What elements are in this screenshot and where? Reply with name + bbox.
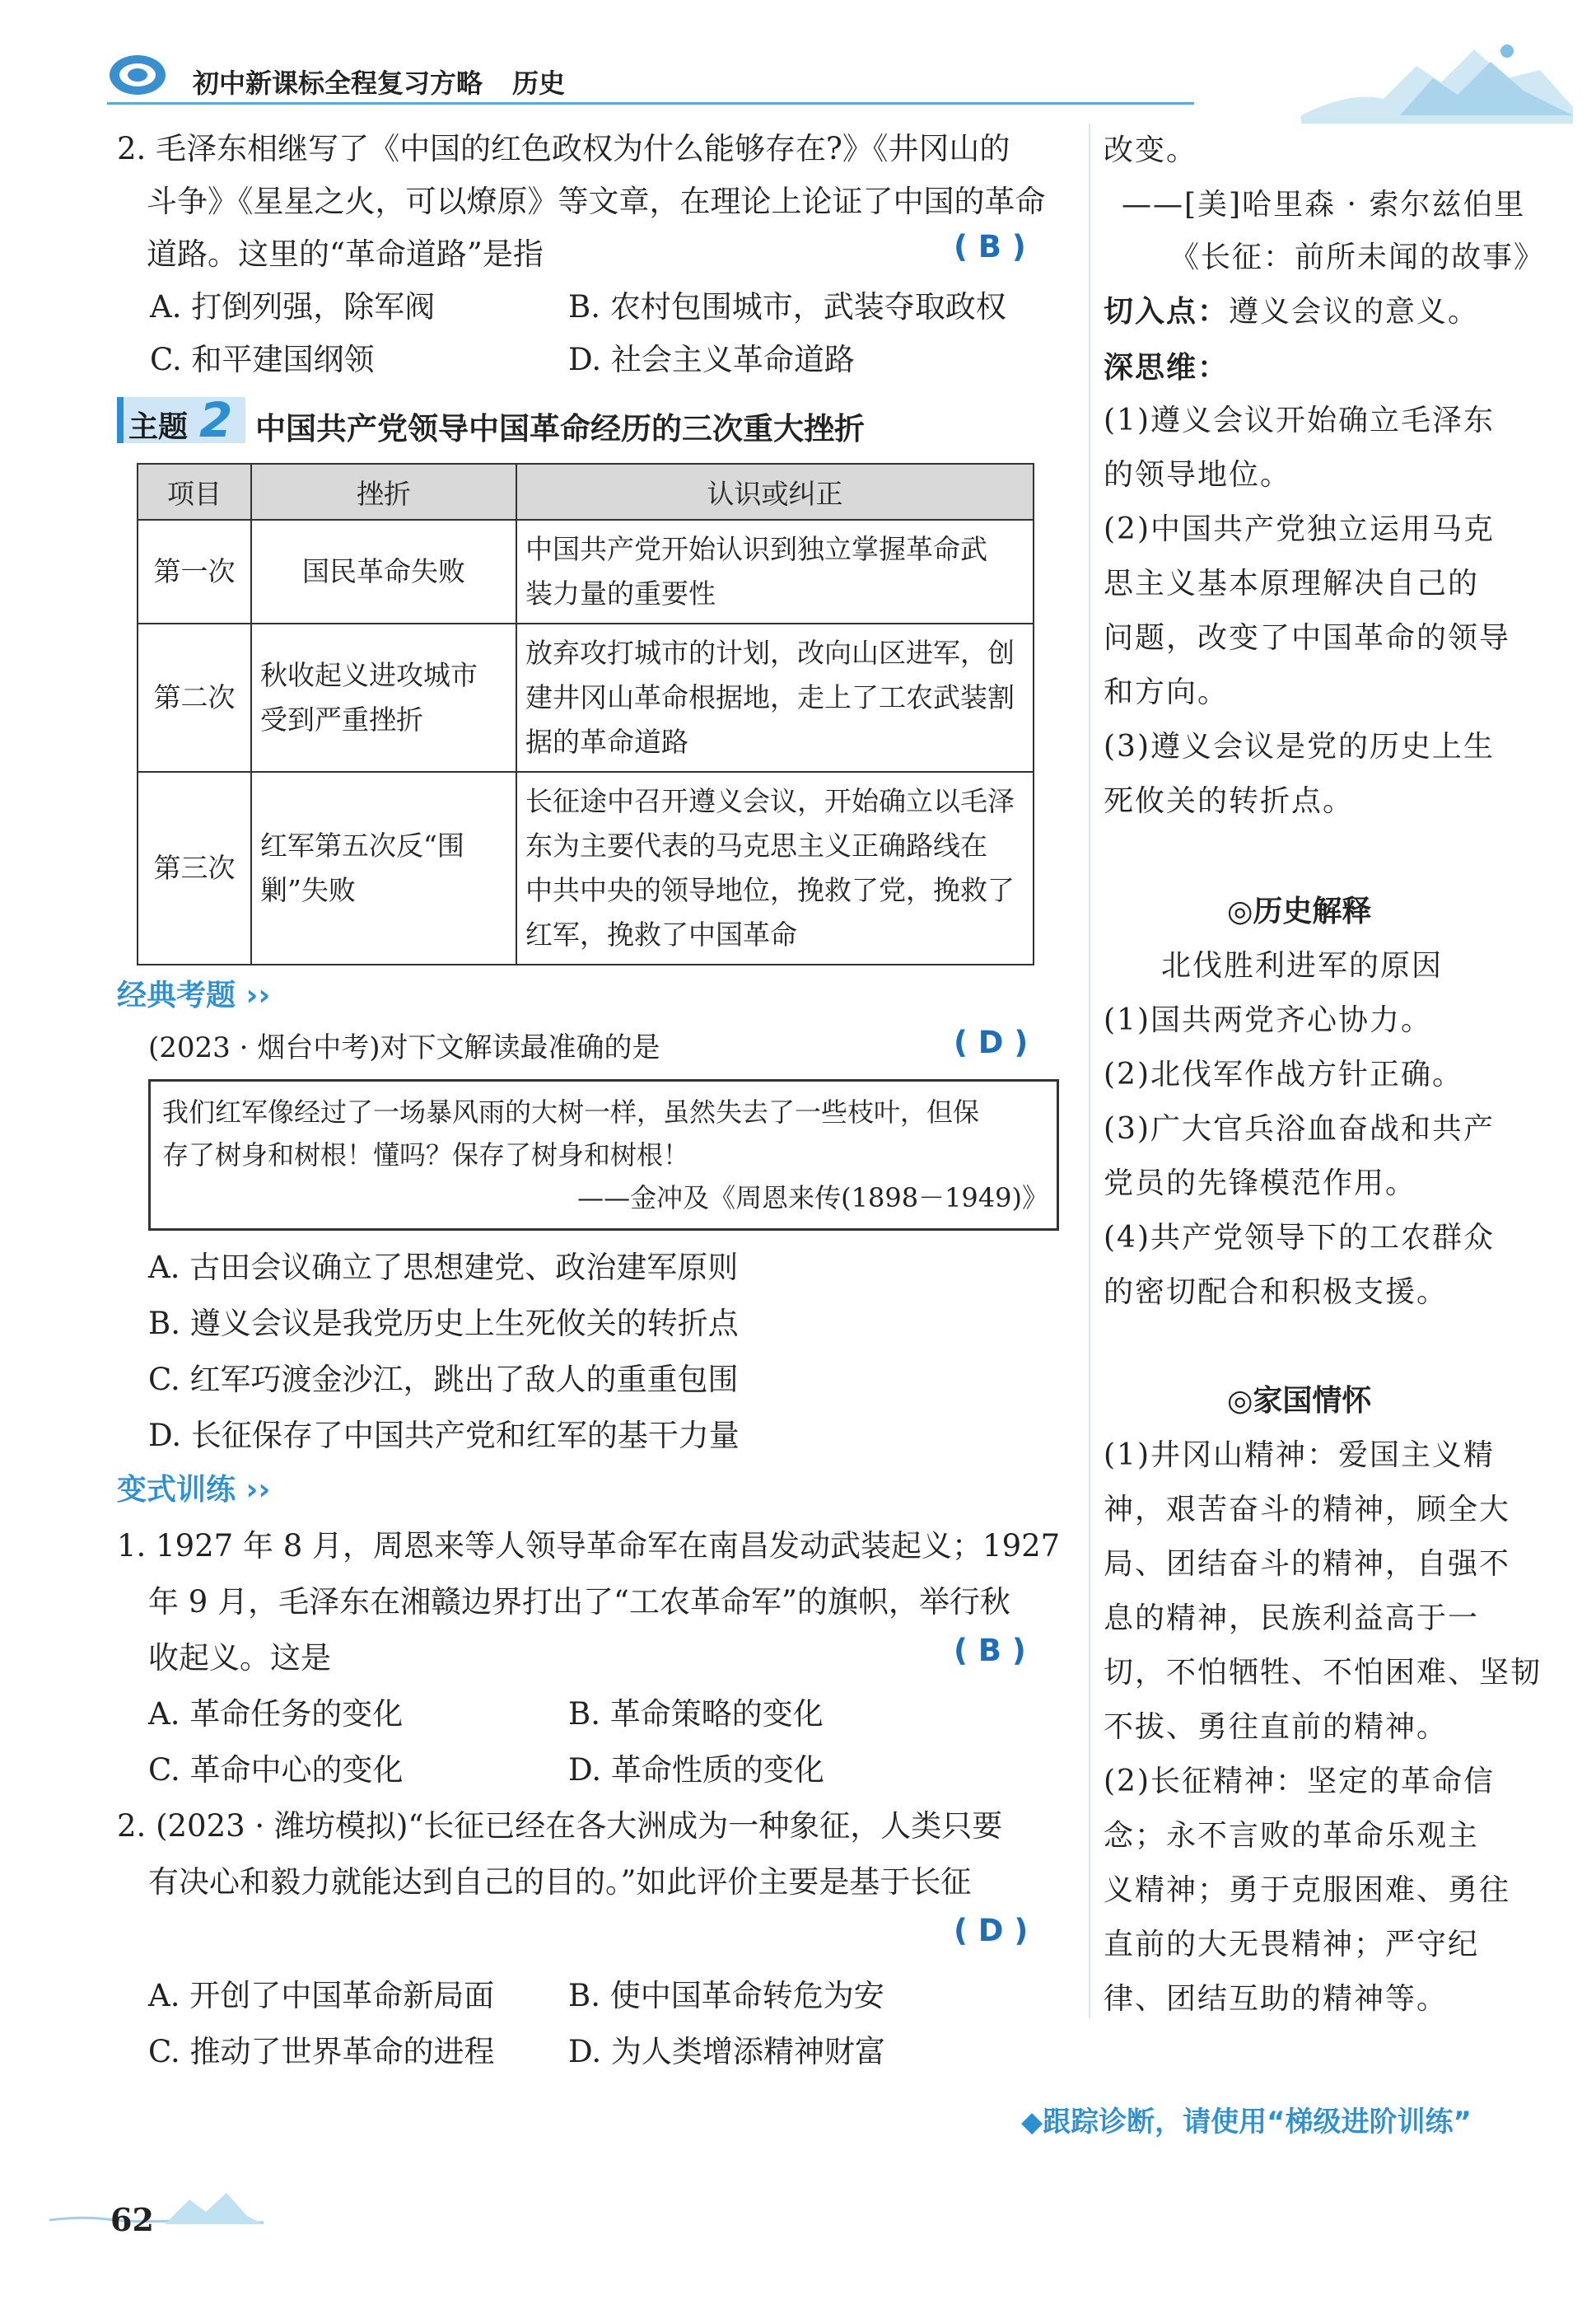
variant-q1-answer: ( B ) (954, 1633, 1026, 1668)
lesson-line: 中国共产党开始认识到独立掌握革命武 (525, 533, 987, 565)
classic-option-d: D. 长征保存了中国共产党和红军的基干力量 (148, 1418, 740, 1453)
variant-q2-option-d: D. 为人类增添精神财富 (568, 2034, 885, 2069)
classic-option-a: A. 古田会议确立了思想建党、政治建军原则 (148, 1250, 739, 1285)
q2-line-1: 2. 毛泽东相继写了《中国的红色政权为什么能够存在?》《井冈山的 (117, 131, 1010, 166)
history-line-1: (1)国共两党齐心协力。 (1104, 1003, 1432, 1037)
book-logo-icon (107, 53, 168, 97)
lesson-line: 据的革命道路 (525, 726, 688, 758)
quote-line-2: 存了树身和树根！懂吗？保存了树身和树根！ (162, 1139, 690, 1171)
home-line-2: 神，艰苦奋斗的精神，顾全大 (1104, 1493, 1511, 1526)
home-line-1: (1)井冈山精神：爱国主义精 (1104, 1438, 1495, 1472)
deep-line-8: 死攸关的转折点。 (1104, 784, 1355, 818)
q2-answer: ( B ) (954, 229, 1026, 264)
table-header-setback: 挫折 (251, 464, 516, 520)
deep-line-1: (1)遵义会议开始确立毛泽东 (1104, 404, 1495, 437)
deep-label: 深思维： (1104, 351, 1230, 385)
variant-heading (117, 1466, 270, 1508)
variant-q1-line-2: 年 9 月，毛泽东在湘赣边界打出了“工农革命军”的旗帜，举行秋 (148, 1584, 1010, 1620)
lesson-line: 长征途中召开遵义会议，开始确立以毛泽 (525, 785, 1015, 817)
lesson-line: 建井冈山革命根据地，走上了工农武装割 (525, 681, 1015, 713)
variant-q2-option-c: C. 推动了世界革命的进程 (148, 2034, 495, 2069)
variant-q1-option-b: B. 革命策略的变化 (568, 1696, 824, 1732)
classic-stem: (2023 · 烟台中考)对下文解读最准确的是 (148, 1031, 660, 1064)
table-cell-item: 第三次 (138, 772, 251, 965)
table-cell-lesson (516, 520, 1034, 624)
variant-q1-option-a: A. 革命任务的变化 (148, 1696, 404, 1732)
table-cell-lesson (516, 772, 1034, 965)
deep-line-5: 问题，改变了中国革命的领导 (1104, 621, 1511, 655)
footer-tip: ◆跟踪诊断，请使用“梯级进阶训练” (1021, 2106, 1472, 2139)
page-number: 62 (110, 2201, 154, 2238)
classic-option-c: C. 红军巧渡金沙江，跳出了敌人的重重包围 (148, 1362, 739, 1397)
variant-q2-answer: ( D ) (954, 1913, 1029, 1948)
q2-line-3: 道路。这里的“革命道路”是指 (147, 236, 544, 272)
quote-box (148, 1079, 1059, 1231)
home-line-3: 局、团结奋斗的精神，自强不 (1104, 1547, 1511, 1581)
lesson-line: 红军，挽救了中国革命 (525, 919, 797, 951)
history-line-5: (4)共产党领导下的工农群众 (1104, 1221, 1495, 1255)
history-heading: ◎历史解释 (1227, 894, 1372, 928)
table-cell-setback (251, 624, 516, 772)
home-line-8: 念；永不言败的革命乐观主 (1104, 1819, 1480, 1853)
history-line-3: (3)广大官兵浴血奋战和共产 (1104, 1112, 1495, 1146)
home-line-4: 息的精神，民族利益高于一 (1104, 1601, 1480, 1635)
home-heading: ◎家国情怀 (1227, 1383, 1372, 1418)
variant-q2-option-a: A. 开创了中国革命新局面 (148, 1978, 495, 2013)
setback-line: 秋收起义进攻城市 (260, 659, 478, 691)
table-header-item: 项目 (138, 464, 251, 520)
deep-line-2: 的领导地位。 (1104, 458, 1292, 492)
classic-option-b: B. 遵义会议是我党历史上生死攸关的转折点 (148, 1306, 739, 1341)
q2-option-a: A. 打倒列强，除军阀 (150, 289, 436, 325)
double-chevron-icon: ›› (236, 979, 271, 1012)
topic-title: 中国共产党领导中国革命经历的三次重大挫折 (255, 411, 865, 446)
variant-q2-line-1: 2. (2023 · 潍坊模拟)“长征已经在各大洲成为一种象征，人类只要 (117, 1808, 1003, 1844)
entry-text: 遵义会议的意义。 (1229, 295, 1480, 329)
q2-line-2: 斗争》《星星之火，可以燎原》等文章，在理论上论证了中国的革命 (147, 184, 1046, 219)
home-line-6: 不拔、勇往直前的精神。 (1104, 1710, 1449, 1744)
home-line-7: (2)长征精神：坚定的革命信 (1104, 1765, 1495, 1798)
deep-line-6: 和方向。 (1104, 676, 1230, 709)
deep-line-7: (3)遵义会议是党的历史上生 (1104, 730, 1495, 764)
q2-option-b: B. 农村包围城市，武装夺取政权 (568, 289, 1006, 325)
setback-line: 受到严重挫折 (260, 704, 423, 736)
setback-line: 剿”失败 (260, 874, 356, 906)
variant-q1-option-d: D. 革命性质的变化 (568, 1752, 824, 1788)
table-cell-lesson (516, 624, 1034, 772)
topic-number: 2 (199, 392, 233, 448)
table-cell-item: 第一次 (138, 520, 251, 624)
sidebar-top-line-2: ——[美]哈里森 · 索尔兹伯里 (1122, 188, 1526, 222)
setback-line: 国民革命失败 (302, 555, 465, 587)
setbacks-table (137, 463, 1034, 965)
lesson-line: 装力量的重要性 (525, 577, 716, 610)
table-cell-setback (251, 520, 516, 624)
table-cell-setback (251, 772, 516, 965)
topic-label: 主题 (128, 410, 189, 444)
variant-q1-line-3: 收起义。这是 (148, 1640, 331, 1676)
header-title (193, 63, 565, 101)
table-cell-item: 第二次 (138, 624, 251, 772)
history-subtitle: 北伐胜利进军的原因 (1161, 949, 1444, 983)
lesson-line: 东为主要代表的马克思主义正确路线在 (525, 830, 987, 862)
classic-heading (117, 972, 270, 1014)
variant-q1-option-c: C. 革命中心的变化 (148, 1752, 404, 1788)
entry-label: 切入点： (1104, 295, 1230, 329)
variant-q2-option-b: B. 使中国革命转危为安 (568, 1978, 884, 2013)
mountain-decoration-icon (1301, 33, 1573, 124)
quote-source: ——金冲及《周恩来传(1898－1949)》 (577, 1182, 1048, 1213)
variant-heading-text: 变式训练 (117, 1473, 236, 1507)
quote-line-1: 我们红军像经过了一场暴风雨的大树一样，虽然失去了一些枝叶，但保 (162, 1096, 980, 1128)
sidebar-top-line-3: 《长征：前所未闻的故事》 (1169, 241, 1546, 274)
q2-option-d: D. 社会主义革命道路 (568, 342, 855, 377)
q2-option-c: C. 和平建国纲领 (150, 342, 375, 377)
sidebar-top-line-1: 改变。 (1104, 133, 1198, 167)
lesson-line: 放弃攻打城市的计划，改向山区进军，创 (525, 637, 1015, 669)
home-line-9: 义精神；勇于克服困难、勇往 (1104, 1873, 1511, 1907)
deep-line-3: (2)中国共产党独立运用马克 (1104, 512, 1495, 546)
header-rule (107, 102, 1194, 105)
table-header-lesson: 认识或纠正 (516, 464, 1034, 520)
subject-label: 历史 (512, 68, 566, 99)
double-chevron-icon: ›› (236, 1473, 271, 1507)
table-row (138, 624, 1034, 772)
wave-decoration-icon (49, 2183, 264, 2232)
lesson-line: 中共中央的领导地位，挽救了党，挽救了 (525, 874, 1015, 906)
book-title: 初中新课标全程复习方略 (193, 68, 483, 99)
home-line-5: 切，不怕牺牲、不怕困难、坚韧 (1104, 1656, 1542, 1690)
home-line-10: 直前的大无畏精神；严守纪 (1104, 1928, 1480, 1961)
history-line-6: 的密切配合和积极支援。 (1104, 1275, 1449, 1309)
setback-line: 红军第五次反“围 (260, 830, 464, 862)
history-line-4: 党员的先锋模范作用。 (1104, 1166, 1417, 1200)
topic-heading (117, 392, 1039, 448)
table-row (138, 772, 1034, 965)
sidebar-entry (1104, 288, 1479, 330)
column-divider (1089, 124, 1090, 2018)
deep-line-4: 思主义基本原理解决自己的 (1104, 567, 1480, 601)
classic-heading-text: 经典考题 (117, 979, 236, 1012)
table-header-row (138, 464, 1034, 520)
history-line-2: (2)北伐军作战方针正确。 (1104, 1058, 1463, 1092)
variant-q1-line-1: 1. 1927 年 8 月，周恩来等人领导革命军在南昌发动武装起义；1927 (117, 1528, 1061, 1564)
home-line-11: 律、团结互助的精神等。 (1104, 1982, 1449, 2016)
table-row (138, 520, 1034, 624)
classic-answer: ( D ) (954, 1025, 1029, 1060)
variant-q2-line-2: 有决心和毅力就能达到自己的目的。”如此评价主要是基于长征 (148, 1864, 972, 1900)
